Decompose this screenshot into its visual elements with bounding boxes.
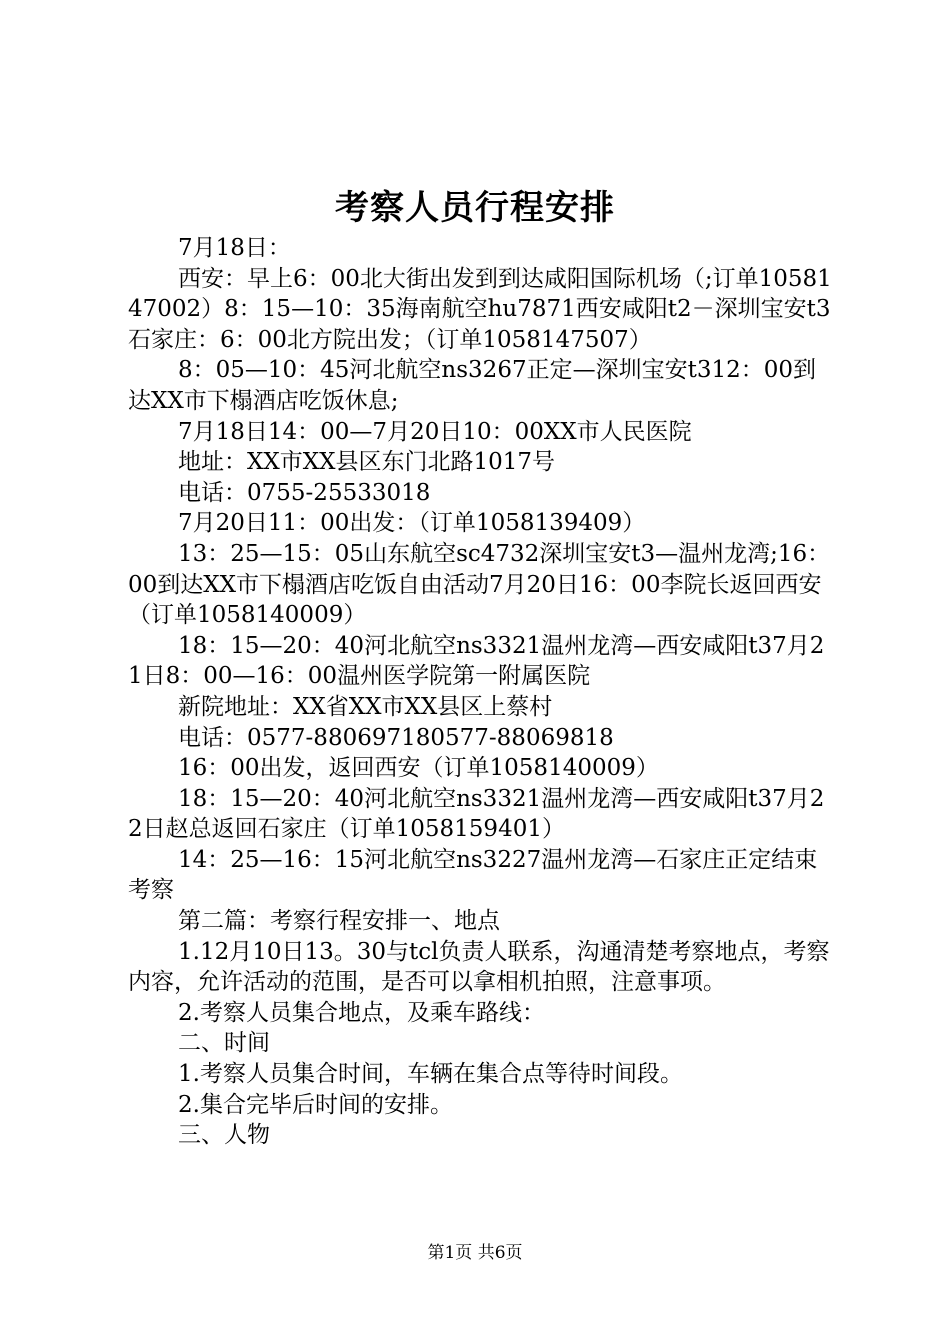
paragraph-shandong-flight: 13：25—15：05山东航空sc4732深圳宝安t3—温州龙湾;16：00到达XX市下榻酒店吃饭自由活动7月20日16：00李院长返回西安（订单1058140009） (128, 540, 831, 629)
paragraph-hospital-visit-1: 7月18日14：00—7月20日10：00XX市人民医院 (178, 418, 692, 445)
paragraph-time-item-2: 2.集合完毕后时间的安排。 (178, 1091, 453, 1118)
paragraph-time-heading: 二、时间 (178, 1030, 270, 1057)
paragraph-part-two-heading: 第二篇：考察行程安排一、地点 (178, 908, 500, 935)
paragraph-departure-0720: 7月20日11：00出发：（订单1058139409） (178, 510, 646, 537)
paragraph-time-item-1: 1.考察人员集合时间，车辆在集合点等待时间段。 (178, 1061, 683, 1088)
paragraph-return-xian: 16：00出发，返回西安（订单1058140009） (178, 755, 659, 782)
paragraph-location-item-1: 1.12月10日13。30与tcl负责人联系，沟通清楚考察地点，考察内容，允许活动的范围，是否可以拿相机拍照，注意事项。 (128, 938, 830, 996)
paragraph-phone-1: 电话：0755-25533018 (178, 479, 431, 506)
paragraph-end-trip: 14：25—16：15河北航空ns3227温州龙湾—石家庄正定结束考察 (128, 846, 818, 904)
document-title: 考察人员行程安排 (335, 188, 615, 228)
paragraph-xian-departure: 西安：早上6：00北大街出发到到达咸阳国际机场（;订单1058147002）8：15—10：35海南航空hu7871西安咸阳t2－深圳宝安t3石家庄：6：00北方院出发；（订单1058147507） (128, 265, 832, 353)
paragraph-phone-2: 电话：0577-880697180577-88069818 (178, 724, 614, 751)
paragraph-hebei-flight: 8：05—10：45河北航空ns3267正定—深圳宝安t312：00到达XX市下榻酒店吃饭休息; (128, 357, 816, 414)
paragraph-location-item-2: 2.考察人员集合地点，及乘车路线： (178, 999, 545, 1026)
paragraph-hospital-visit-2: 18：15—20：40河北航空ns3321温州龙湾—西安咸阳t37月21日8：00—16：00温州医学院第一附属医院 (128, 632, 825, 690)
page-footer: 第1页 共6页 (427, 1243, 523, 1263)
paragraph-address-1: 地址：XX市XX县区东门北路1017号 (178, 449, 556, 476)
paragraph-people-heading: 三、人物 (178, 1122, 270, 1149)
paragraph-address-2: 新院地址：XX省XX市XX县区上蔡村 (178, 693, 553, 720)
paragraph-return-shijiazhuang: 18：15—20：40河北航空ns3321温州龙湾—西安咸阳t37月22日赵总返回石家庄（订单1058159401） (128, 785, 825, 843)
paragraph-date-0718: 7月18日： (178, 235, 291, 261)
document-body (128, 233, 834, 1151)
